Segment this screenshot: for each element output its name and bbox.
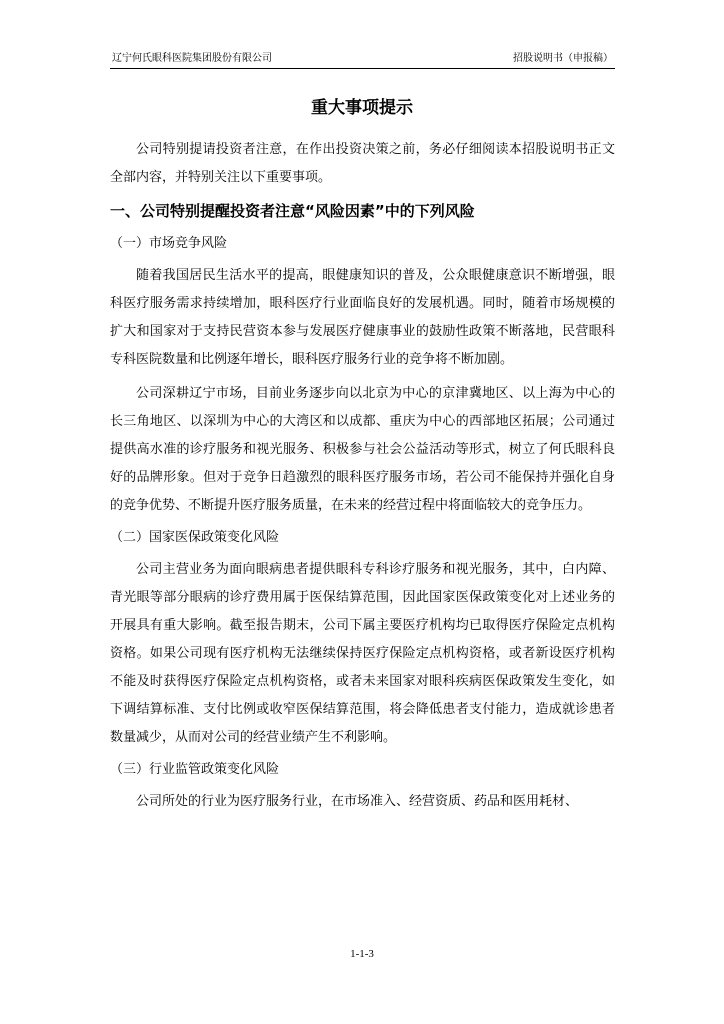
subsection-2-heading: （二）国家医保政策变化风险 — [110, 530, 280, 545]
subsection-1-paragraph-1: 随着我国居民生活水平的提高，眼健康知识的普及，公众眼健康意识不断增强，眼科医疗服务需求持续增加，眼科医疗行业面临良好的发展机遇。同时，随着市场规模的扩大和国家对于支持民营资本参与发展医疗健康事业的鼓励性政策不断落地，民营眼科专科医院数量和比例逐年增长，眼科医疗服务行业的竞争将不断加剧。 — [110, 268, 615, 367]
page-number: 1-1-3 — [350, 948, 374, 960]
page-header — [110, 50, 615, 69]
subsection-2-paragraph-1: 公司主营业务为面向眼病患者提供眼科专科诊疗服务和视光服务，其中，白内障、青光眼等部分眼病的诊疗费用属于医保结算范围，因此国家医保政策变化对上述业务的开展具有重大影响。截至报告期末，公司下属主要医疗机构均已取得医疗保险定点机构资格。如果公司现有医疗机构无法继续保持医疗保险定点机构资格，或者新设医疗机构不能及时获得医疗保险定点机构资格，或者未来国家对眼科疾病医保政策发生变化，如下调结算标准、支付比例或收窄医保结算范围，将会降低患者支付能力，造成就诊患者数量减少，从而对公司的经营业绩产生不利影响。 — [110, 562, 615, 745]
page-title: 重大事项提示 — [311, 98, 413, 118]
subsection-1-heading: （一）市场竞争风险 — [110, 236, 228, 251]
subsection-3-paragraph-1: 公司所处的行业为医疗服务行业，在市场准入、经营资质、药品和医用耗材、 — [136, 794, 579, 809]
header-document-type: 招股说明书（申报稿） — [513, 53, 613, 64]
intro-paragraph: 公司特别提请投资者注意，在作出投资决策之前，务必仔细阅读本招股说明书正文全部内容，并特别关注以下重要事项。 — [110, 142, 615, 185]
header-company-name: 辽宁何氏眼科医院集团股份有限公司 — [112, 53, 272, 64]
subsection-3-heading: （三）行业监管政策变化风险 — [110, 762, 280, 777]
section-1-heading: 一、公司特别提醒投资者注意“风险因素”中的下列风险 — [110, 202, 475, 220]
subsection-1-paragraph-2: 公司深耕辽宁市场，目前业务逐步向以北京为中心的京津冀地区、以上海为中心的长三角地区、以深圳为中心的大湾区和以成都、重庆为中心的西部地区拓展；公司通过提供高水准的诊疗服务和视光服务、积极参与社会公益活动等形式，树立了何氏眼科良好的品牌形象。但对于竞争日趋激烈的眼科医疗服务市场，若公司不能保持并强化自身的竞争优势、不断提升医疗服务质量，在未来的经营过程中将面临较大的竞争压力。 — [110, 386, 615, 513]
document-body — [110, 136, 615, 816]
